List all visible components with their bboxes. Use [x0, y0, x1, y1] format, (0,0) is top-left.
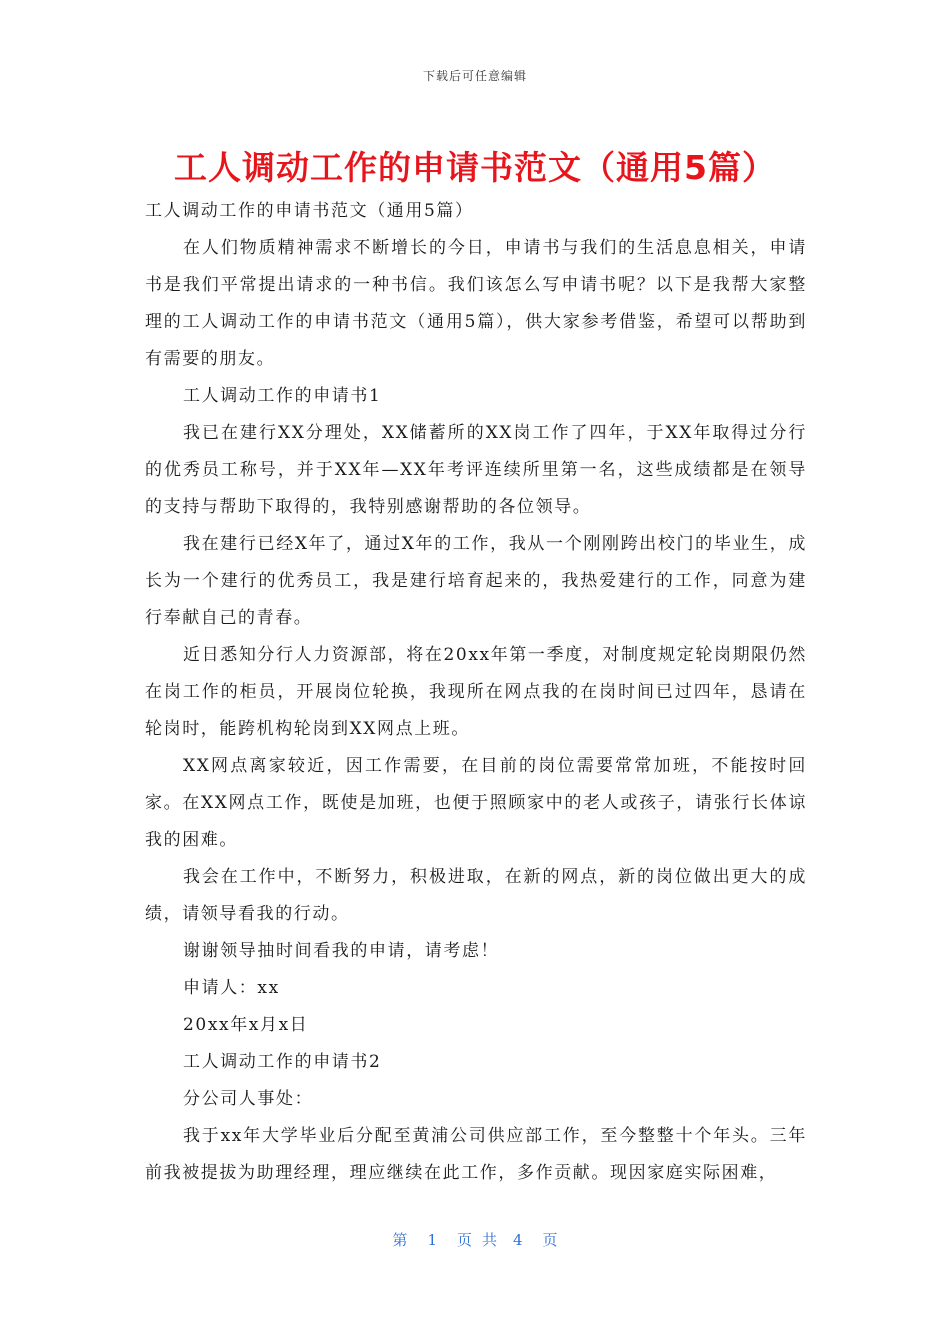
- subtitle-paragraph: 工人调动工作的申请书范文（通用5篇）: [145, 201, 474, 221]
- page-header-note: 下载后可任意编辑: [422, 69, 527, 83]
- page-footer: [0, 1229, 950, 1250]
- body-paragraph: 近日悉知分行人力资源部，将在20xx年第一季度，对制度规定轮岗期限仍然在岗工作的柜员，开展岗位轮换，我现所在网点我的在岗时间已过四年，恳请在轮岗时，能跨机构轮岗到XX网点上班。: [145, 645, 807, 739]
- applicant-line: 申请人：xx: [183, 978, 280, 998]
- date-line: 20xx年x月x日: [183, 1015, 309, 1035]
- body-paragraph: 我在建行已经X年了，通过X年的工作，我从一个刚刚跨出校门的毕业生，成长为一个建行的优秀员工，我是建行培育起来的，我热爱建行的工作，同意为建行奉献自己的青春。: [145, 534, 807, 628]
- body-paragraph: 我于xx年大学毕业后分配至黄浦公司供应部工作，至今整整十个年头。三年前我被提拔为助理经理，理应继续在此工作，多作贡献。现因家庭实际困难，: [145, 1126, 807, 1183]
- footer-suffix: 页: [542, 1231, 558, 1249]
- intro-paragraph: 在人们物质精神需求不断增长的今日，申请书与我们的生活息息相关，申请书是我们平常提出请求的一种书信。我们该怎么写申请书呢？以下是我帮大家整理的工人调动工作的申请书范文（通用5篇），供大家参考借鉴，希望可以帮助到有需要的朋友。: [145, 238, 807, 369]
- closing-paragraph: 谢谢领导抽时间看我的申请，请考虑！: [183, 941, 500, 961]
- footer-prefix: 第: [392, 1231, 408, 1249]
- footer-total-pages: 4: [513, 1231, 523, 1249]
- section-heading-1: 工人调动工作的申请书1: [183, 386, 382, 406]
- footer-page-number: 1: [427, 1231, 437, 1249]
- document-title: 工人调动工作的申请书范文（通用5篇）: [174, 148, 776, 187]
- section-heading-2: 工人调动工作的申请书2: [183, 1052, 382, 1072]
- footer-middle: 页共: [456, 1231, 507, 1249]
- document-body: [145, 193, 807, 1192]
- body-paragraph: 我会在工作中，不断努力，积极进取，在新的网点，新的岗位做出更大的成绩，请领导看我的行动。: [145, 867, 807, 924]
- body-paragraph: 我已在建行XX分理处，XX储蓄所的XX岗工作了四年，于XX年取得过分行的优秀员工称号，并于XX年—XX年考评连续所里第一名，这些成绩都是在领导的支持与帮助下取得的，我特别感谢帮助的各位领导。: [145, 423, 807, 517]
- body-paragraph: XX网点离家较近，因工作需要，在目前的岗位需要常常加班，不能按时回家。在XX网点工作，既使是加班，也便于照顾家中的老人或孩子，请张行长体谅我的困难。: [145, 756, 807, 850]
- salutation-line: 分公司人事处：: [183, 1089, 314, 1109]
